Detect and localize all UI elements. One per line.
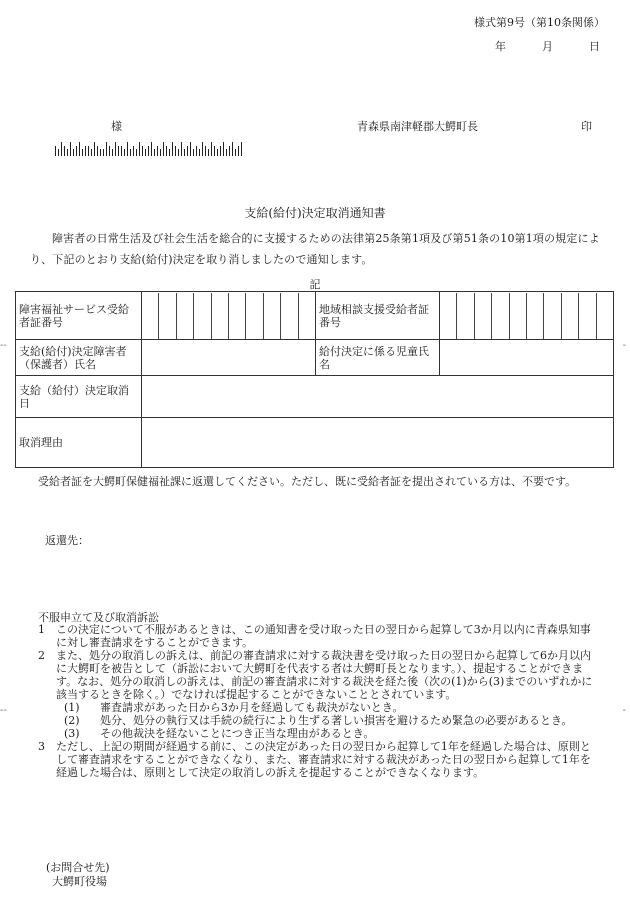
reason-row (16, 418, 614, 468)
barcode-bar (91, 149, 92, 156)
fold-mark-left-top: -- (0, 340, 7, 351)
fold-mark-left-bottom: -- (0, 705, 7, 716)
barcode-bar (76, 146, 77, 156)
contact-office: 大鰐町役場 (52, 875, 107, 888)
barcode-bar (97, 146, 98, 156)
cancel-date-label: 支給（給付）決定取消日 (16, 376, 142, 418)
barcode-bar (106, 142, 107, 156)
appeal-item-text: この決定について不服があるときは、この通知書を受け取った日の翌日から起算して3か月以内に青森県知事に対し審査請求をすることができます。 (56, 623, 591, 649)
barcode-bar (145, 149, 146, 156)
barcode-bar (100, 149, 101, 156)
date-day: 日 (589, 40, 600, 53)
appeal-subitem (38, 714, 598, 727)
barcode-bar (124, 149, 125, 156)
cancel-date-row (16, 376, 614, 418)
barcode-bar (55, 146, 56, 156)
appeal-item (38, 623, 598, 649)
barcode-bar (178, 149, 179, 156)
barcode-bar (184, 149, 185, 156)
barcode-bar (232, 142, 233, 156)
barcode-bar (103, 149, 104, 156)
barcode-bar (79, 142, 80, 156)
appeal-subitem (38, 701, 598, 714)
return-to-label: 返還先： (45, 534, 89, 547)
cert-number-row (16, 292, 614, 340)
recipient-name-value (142, 340, 316, 376)
barcode-bar (235, 149, 236, 156)
service-cert-label: 障害福祉サービス受給者証番号 (16, 292, 142, 340)
barcode-bar (211, 142, 212, 156)
cancel-date-value (142, 376, 614, 418)
barcode-bar (241, 142, 242, 156)
barcode-bar (160, 149, 161, 156)
appeal-item-number: 3 (38, 740, 45, 753)
barcode-bar (220, 146, 221, 156)
barcode-bar (64, 146, 65, 156)
barcode-bar (166, 146, 167, 156)
barcode-bar (196, 146, 197, 156)
issue-date (495, 38, 600, 54)
barcode-bar (136, 149, 137, 156)
barcode-bar (70, 142, 71, 156)
appeal-item-text: また、処分の取消しの訴えは、前記の審査請求に対する裁決書を受け取った日の翌日から起算して6か月以内に大鰐町を被告として（訴訟において大鰐町を代表する者は大鰐町長となります。）、提起することができます。なお、処分の取消しの訴えは、前記の審査請求に対する裁決を経た後（次の(1)から(3)までのいずれかに該当するときを除く。）でなければ提起することができないこととされています。 (56, 649, 593, 701)
appeal-subitem-text: その他裁決を経ないことにつき正当な理由があるとき。 (100, 727, 375, 740)
fold-mark-right-top: - (622, 340, 626, 351)
barcode-bar (154, 149, 155, 156)
barcode-bar (133, 146, 134, 156)
appeal-subitem-number: (3) (64, 727, 80, 740)
appeal-item-number: 1 (38, 623, 45, 636)
barcode-bar (217, 149, 218, 156)
appeal-subitem (38, 727, 598, 740)
appeal-item-number: 2 (38, 649, 45, 662)
barcode-bar (208, 149, 209, 156)
document-title: 支給(給付)決定取消通知書 (244, 206, 386, 220)
barcode-bar (229, 146, 230, 156)
barcode-bar (175, 146, 176, 156)
barcode-bar (139, 142, 140, 156)
barcode-bar (148, 146, 149, 156)
barcode-bar (67, 149, 68, 156)
barcode-bar (238, 146, 239, 156)
fold-mark-right-bottom: - (622, 705, 626, 716)
appeal-item-text: ただし、上記の期間が経過する前に、この決定があった日の翌日から起算して1年を経過した場合は、原則として審査請求をすることができなくなり、また、審査請求に対する裁決があった日の翌日から起算して1年を経過した場合は、原則として決定の取消しの訴えを提起することができなくなります。 (56, 740, 591, 779)
barcode-bar (58, 149, 59, 156)
date-month: 月 (542, 40, 553, 53)
barcode-bar (127, 142, 128, 156)
barcode-bar (205, 146, 206, 156)
barcode-bar (88, 146, 89, 156)
barcode-bar (112, 149, 113, 156)
intro-paragraph (30, 228, 600, 270)
barcode-bar (109, 146, 110, 156)
ki-heading: 記 (309, 278, 321, 291)
addressee-honorific: 様 (111, 120, 122, 133)
name-row (16, 340, 614, 376)
barcode-bar (172, 142, 173, 156)
barcode-bar (82, 149, 83, 156)
service-cert-digits (142, 292, 316, 340)
barcode-bar (214, 146, 215, 156)
barcode-bar (118, 146, 119, 156)
barcode-bar (94, 142, 95, 156)
barcode-bar (142, 146, 143, 156)
issuer-name: 青森県南津軽郡大鰐町長 (357, 120, 478, 133)
date-year: 年 (495, 40, 506, 53)
barcode-bar (115, 142, 116, 156)
reason-value (142, 418, 614, 468)
postal-barcode (55, 142, 244, 156)
child-name-label: 給付決定に係る児童氏名 (316, 340, 440, 376)
barcode-bar (187, 146, 188, 156)
seal-mark: 印 (581, 120, 592, 133)
barcode-bar (151, 142, 152, 156)
barcode-bar (193, 149, 194, 156)
child-name-value (440, 340, 614, 376)
contact-block (46, 861, 110, 889)
barcode-bar (199, 149, 200, 156)
appeal-section (38, 623, 598, 779)
reason-label: 取消理由 (16, 418, 142, 468)
barcode-bar (163, 142, 164, 156)
contact-label: (お問合せ先) (46, 861, 110, 874)
barcode-bar (181, 142, 182, 156)
intro-text: 障害者の日常生活及び社会生活を総合的に支援するための法律第25条第1項及び第51条の10第1項の規定により、下記のとおり支給(給付)決定を取り消しましたので通知します。 (30, 232, 600, 266)
community-cert-label: 地域相談支援受給者証番号 (316, 292, 440, 340)
barcode-bar (223, 142, 224, 156)
form-number: 様式第9号（第10条関係） (474, 16, 605, 29)
appeal-subitem-number: (1) (64, 701, 80, 714)
barcode-bar (61, 142, 62, 156)
recipient-name-label: 支給(給付)決定障害者（保護者）氏名 (16, 340, 142, 376)
appeal-item (38, 649, 598, 701)
community-cert-digits (440, 292, 614, 340)
barcode-bar (202, 142, 203, 156)
barcode-bar (226, 149, 227, 156)
barcode-bar (169, 149, 170, 156)
appeal-item (38, 740, 598, 779)
barcode-bar (130, 149, 131, 156)
barcode-bar (73, 149, 74, 156)
barcode-bar (85, 146, 86, 156)
barcode-bar (157, 146, 158, 156)
barcode-bar (121, 146, 122, 156)
notice-table (15, 291, 614, 468)
appeal-title: 不服申立て及び取消訴訟 (38, 611, 159, 624)
appeal-subitem-text: 処分、処分の執行又は手続の続行により生ずる著しい損害を避けるため緊急の必要があるとき。 (100, 714, 573, 727)
barcode-bar (190, 142, 191, 156)
return-note: 受給者証を大鰐町保健福祉課に返還してください。ただし、既に受給者証を提出されている方は、不要です。 (38, 475, 577, 488)
appeal-subitem-text: 審査請求があった日から3か月を経過しても裁決がないとき。 (100, 701, 404, 714)
appeal-subitem-number: (2) (64, 714, 80, 727)
